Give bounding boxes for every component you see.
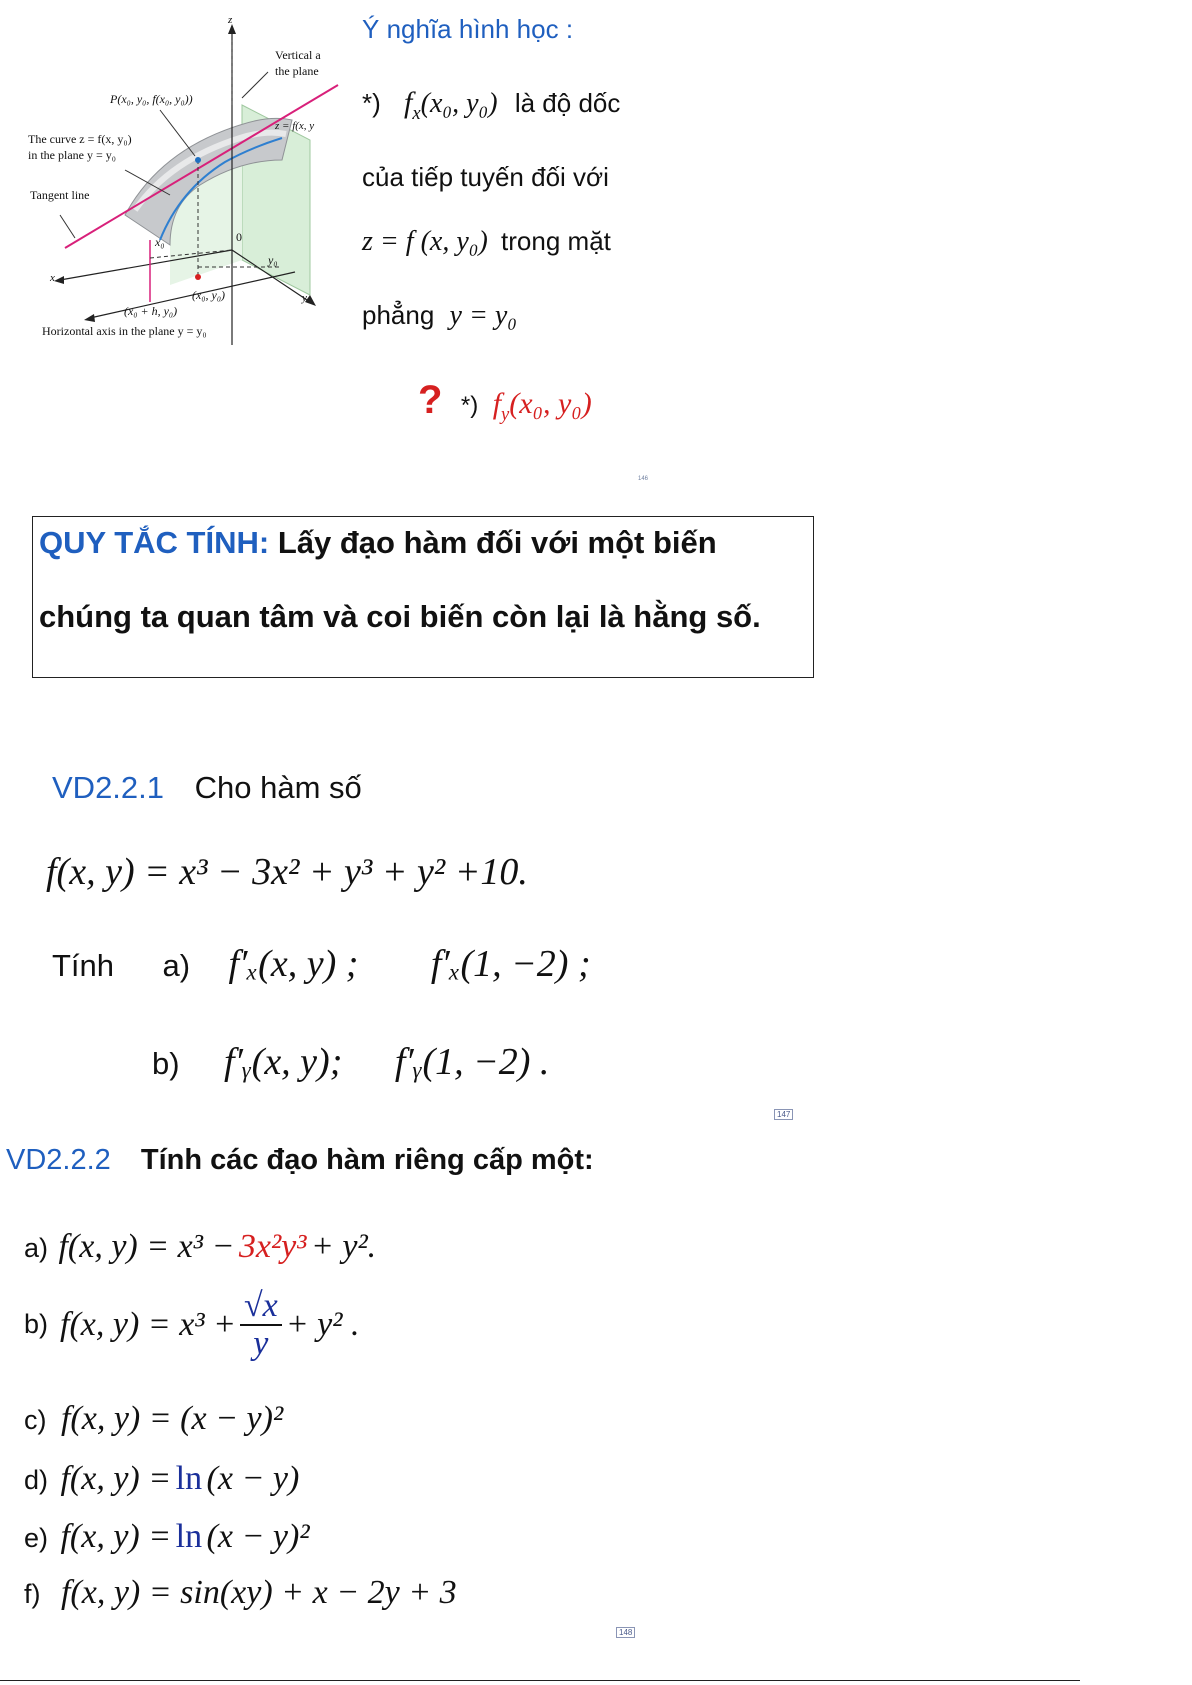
meaning-line-3: z = f (x, y₀) trong mặt (362, 226, 611, 257)
origin-label: 0 (236, 230, 242, 244)
vd222-item-d: d) f(x, y) = ln (x − y) (24, 1460, 300, 1497)
vd221-function: f(x, y) = x³ − 3x² + y³ + y² +10. (46, 851, 528, 893)
meaning-title: Ý nghĩa hình học : (362, 14, 574, 44)
vertical-plane-label: the plane (275, 64, 319, 78)
meaning-line-4: phẳng y = y₀ (362, 300, 518, 331)
tangent-line-label: Tangent line (30, 188, 90, 202)
question-line: ? *) $f_y(x_0$, y₀) (418, 378, 592, 425)
rule-heading: QUY TẮC TÍNH: (39, 525, 270, 560)
bottom-divider (0, 1680, 1080, 1681)
vd222-item-b: b) f(x, y) = x³ + $\frac{√x}{y}$ + y² . (24, 1287, 360, 1362)
z-axis-label: z (228, 14, 233, 26)
fy-symbol: $f_y(x_0$, y₀) (492, 387, 592, 425)
rule-box (32, 516, 814, 678)
vd222-heading: VD2.2.2 Tính các đạo hàm riêng cấp một: (6, 1144, 594, 1176)
surface-label: z = f(x, y (275, 120, 315, 132)
fx-symbol: $f_x$ (404, 86, 421, 124)
point-x0h-label: (x₀ + h, y₀) (124, 304, 178, 318)
vd221-label: VD2.2.1 (52, 770, 165, 805)
rule-line-2: chúng ta quan tâm và coi biến còn lại là hằng số. (39, 599, 761, 634)
x-axis-label: x (50, 272, 55, 284)
y-axis-label: y (302, 292, 307, 304)
partial-derivative-figure (20, 10, 360, 355)
fraction-sqrt-x-over-y: $\frac{√x}{y}$ (240, 1288, 282, 1361)
point-p-label: P(x₀, y₀, f(x₀, y₀)) (110, 92, 193, 106)
rule-line-1: QUY TẮC TÍNH: Lấy đạo hàm đối với một biến (39, 525, 717, 560)
page-number-147: 147 (774, 1109, 793, 1120)
y0-label: y₀ (268, 253, 278, 267)
meaning-line-2: của tiếp tuyến đối với (362, 162, 609, 192)
vd221-heading: VD2.2.1 Cho hàm số (52, 770, 362, 805)
page-number-146: 146 (638, 476, 649, 482)
vd222-item-f: f) f(x, y) = sin(xy) + x − 2y + 3 (24, 1574, 457, 1611)
meaning-line-1: *) $f_x(x_0$, y₀) là độ dốc (362, 86, 621, 124)
x0-label: x₀ (155, 235, 165, 249)
vd222-label: VD2.2.2 (6, 1144, 111, 1176)
horizontal-axis-label: Horizontal axis in the plane y = y₀ (42, 324, 207, 338)
page-number-148: 148 (616, 1627, 635, 1638)
vd221-part-a: Tính a) f′ₓ(x, y) ; f′ₓ(1, −2) ; (52, 943, 591, 985)
curve-label-1: The curve z = f(x, y₀) (28, 132, 132, 146)
vd222-item-a: a) f(x, y) = x³ − 3x²y³ + y². (24, 1228, 377, 1265)
question-mark: ? (418, 378, 443, 422)
vd221-part-b: b) f′ᵧ(x, y); f′ᵧ(1, −2) . (152, 1041, 550, 1083)
point-x0y0-label: (x₀, y₀) (192, 288, 225, 302)
vertical-axis-label: Vertical a (275, 48, 321, 62)
curve-label-2: in the plane y = y₀ (28, 148, 116, 162)
vd222-item-c: c) f(x, y) = (x − y)² (24, 1400, 284, 1437)
vd222-item-e: e) f(x, y) = ln (x − y)² (24, 1518, 310, 1555)
